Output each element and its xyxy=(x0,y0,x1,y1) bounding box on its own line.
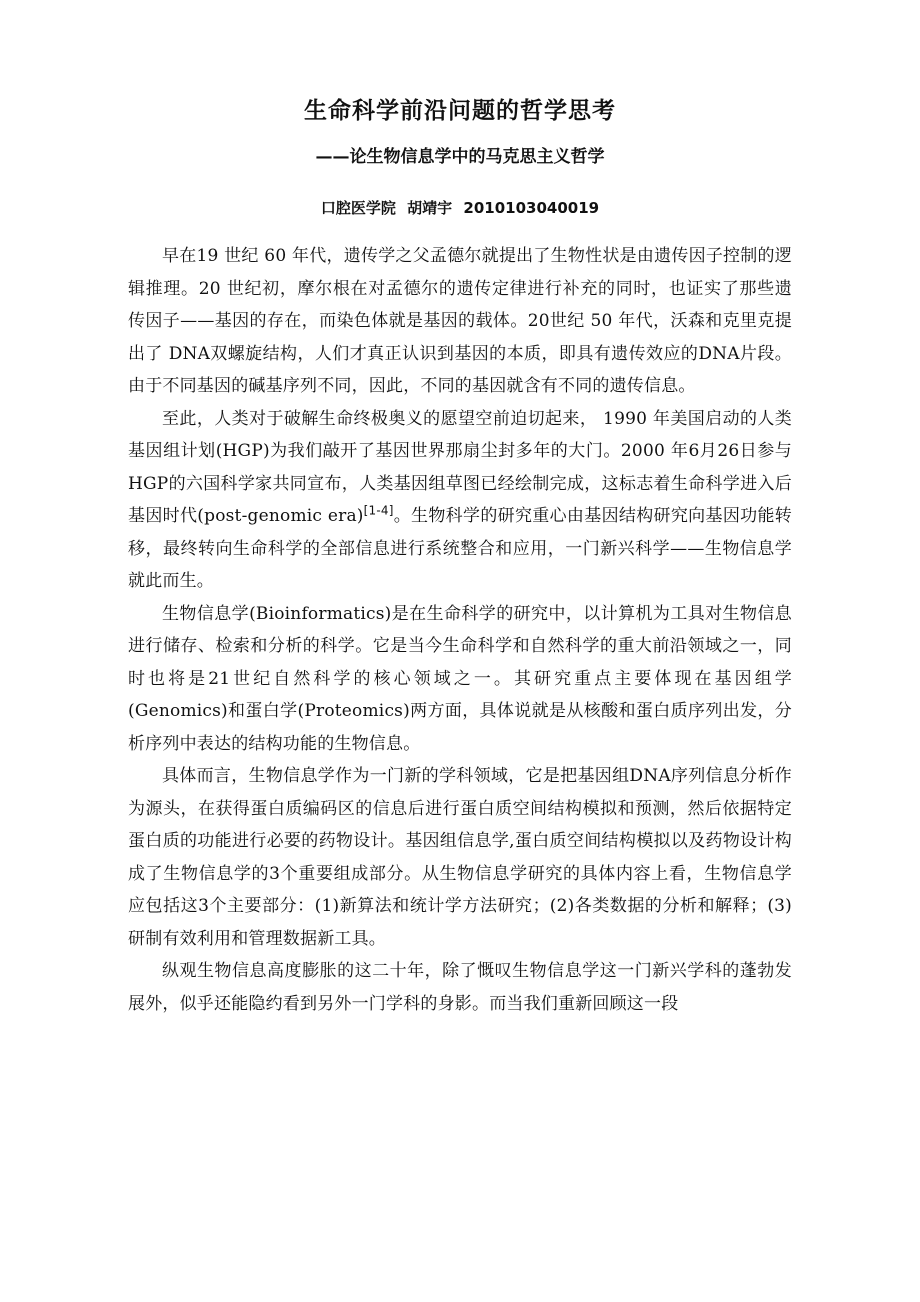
author-name: 胡靖宇 xyxy=(407,199,453,217)
document-title: 生命科学前沿问题的哲学思考 xyxy=(304,98,616,124)
paragraph-2 xyxy=(128,403,792,598)
document-subtitle: ——论生物信息学中的马克思主义哲学 xyxy=(315,147,605,167)
author-line xyxy=(0,197,920,218)
paragraph-1: 早在19 世纪 60 年代，遗传学之父孟德尔就提出了生物性状是由遗传因子控制的逻辑推理。20 世纪初，摩尔根在对孟德尔的遗传定律进行补充的同时，也证实了那些遗传因子——基因的存在，而染色体就是基因的载体。20世纪 50 年代，沃森和克里克提出了 DNA双螺旋结构，人们才真正认识到基因的本质，即具有遗传效应的DNA片段。由于不同基因的碱基序列不同，因此，不同的基因就含有不同的遗传信息。 xyxy=(128,246,792,396)
paragraph-4: 具体而言，生物信息学作为一门新的学科领域，它是把基因组DNA序列信息分析作为源头，在获得蛋白质编码区的信息后进行蛋白质空间结构模拟和预测，然后依据特定蛋白质的功能进行必要的药物设计。基因组信息学,蛋白质空间结构模拟以及药物设计构成了生物信息学的3个重要组成部分。从生物信息学研究的具体内容上看，生物信息学应包括这3个主要部分：(1)新算法和统计学方法研究；(2)各类数据的分析和解释；(3)研制有效利用和管理数据新工具。 xyxy=(128,766,792,949)
document-body xyxy=(128,240,792,1020)
author-student-id: 2010103040019 xyxy=(463,199,600,217)
citation-marker: [1-4] xyxy=(363,503,394,518)
paragraph-2-text-after: 。生物科学的研究重心由基因结构研究向基因功能转移，最终转向生命科学的全部信息进行系统整合和应用，一门新兴科学——生物信息学就此而生。 xyxy=(128,506,792,591)
author-department: 口腔医学院 xyxy=(320,199,396,217)
paragraph-5: 纵观生物信息高度膨胀的这二十年，除了慨叹生物信息学这一门新兴学科的蓬勃发展外，似乎还能隐约看到另外一门学科的身影。而当我们重新回顾这一段 xyxy=(128,961,792,1014)
paragraph-3: 生物信息学(Bioinformatics)是在生命科学的研究中，以计算机为工具对生物信息进行储存、检索和分析的科学。它是当今生命科学和自然科学的重大前沿领域之一，同时也将是21世纪自然科学的核心领域之一。其研究重点主要体现在基因组学(Genomics)和蛋白学(Proteomics)两方面，具体说就是从核酸和蛋白质序列出发，分析序列中表达的结构功能的生物信息。 xyxy=(128,603,792,754)
paragraph-2-text-before: 至此，人类对于破解生命终极奥义的愿望空前迫切起来， 1990 年美国启动的人类基因组计划(HGP)为我们敲开了基因世界那扇尘封多年的大门。2000 年6月26日参与HGP的六国科学家共同宣布，人类基因组草图已经绘制完成，这标志着生命科学进入后基因时代(post-genomic era) xyxy=(128,408,792,526)
